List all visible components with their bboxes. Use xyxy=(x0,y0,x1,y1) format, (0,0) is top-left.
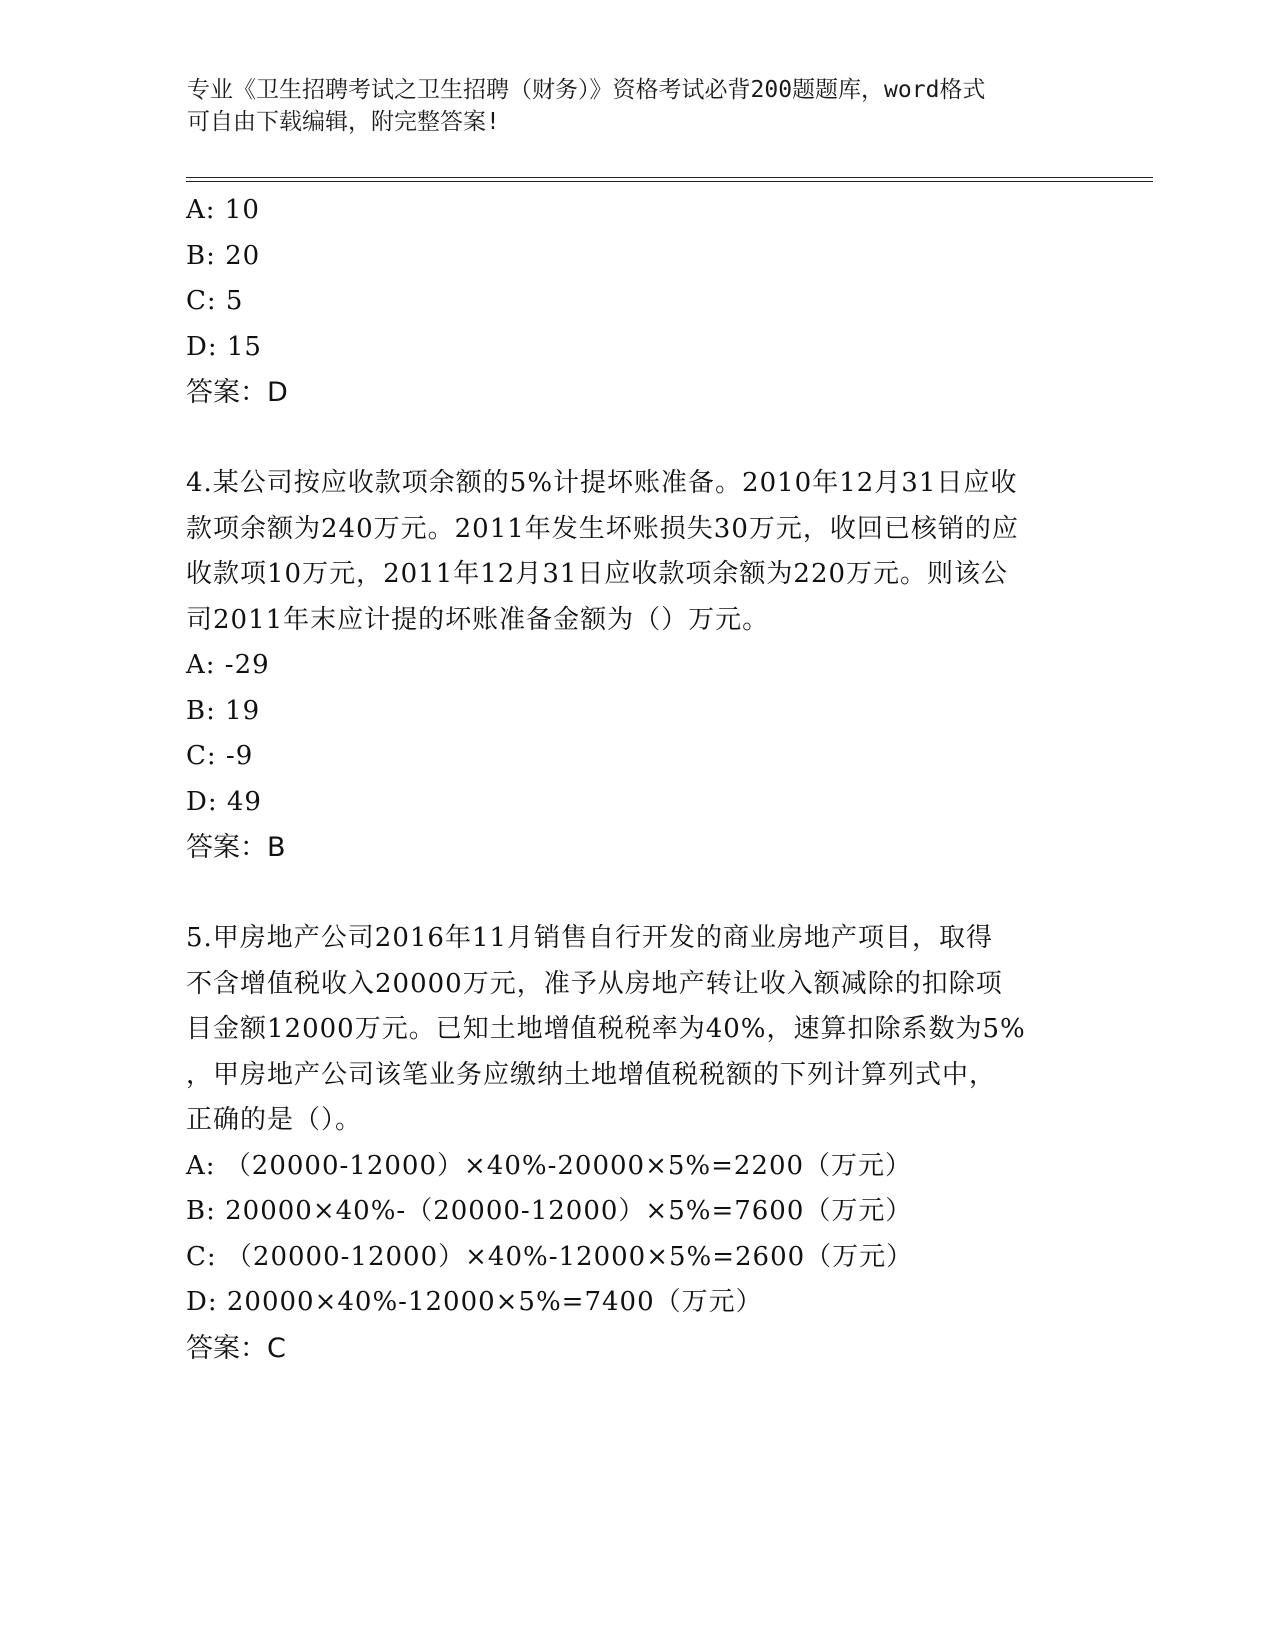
question-5-stem-line-4: ，甲房地产公司该笔业务应缴纳土地增值税税额的下列计算列式中， xyxy=(186,1059,997,1090)
question-4-option-d: D: 49 xyxy=(186,786,262,817)
question-spacer xyxy=(186,416,1086,462)
question-3-block xyxy=(186,188,1086,416)
question-4-option-a: A: -29 xyxy=(186,650,270,680)
question-4-block xyxy=(186,461,1086,871)
question-4-stem-line-1: 4.某公司按应收款项余额的5%计提坏账准备。2010年12月31日应收 xyxy=(186,468,1018,498)
question-5-option-c: C: （20000-12000）×40%-12000×5%=2600（万元） xyxy=(186,1241,914,1272)
question-5-stem-line-2: 不含增值税收入20000万元，准予从房地产转让收入额减除的扣除项 xyxy=(186,968,1003,999)
question-5-stem-line-3: 目金额12000万元。已知土地增值税税率为40%，速算扣除系数为5% xyxy=(186,1014,1026,1044)
question-3-option-a: A: 10 xyxy=(186,195,260,225)
question-3-answer: 答案：D xyxy=(186,377,288,408)
question-4-stem-line-2: 款项余额为240万元。2011年发生坏账损失30万元，收回已核销的应 xyxy=(186,513,1019,544)
header-title-line-2: 可自由下载编辑，附完整答案! xyxy=(187,109,500,135)
question-5-stem-line-1: 5.甲房地产公司2016年11月销售自行开发的商业房地产项目，取得 xyxy=(186,923,994,953)
question-5-block xyxy=(186,916,1086,1371)
question-spacer xyxy=(186,871,1086,917)
question-3-option-c: C: 5 xyxy=(186,286,244,316)
question-content xyxy=(186,188,1086,1371)
header-double-rule xyxy=(186,177,1153,182)
question-4-option-b: B: 19 xyxy=(186,695,261,726)
question-3-option-d: D: 15 xyxy=(186,331,262,362)
document-header xyxy=(187,74,1087,138)
question-4-option-c: C: -9 xyxy=(186,741,254,771)
header-title-line-1: 专业《卫生招聘考试之卫生招聘（财务）》资格考试必背200题题库，word格式 xyxy=(187,77,986,103)
question-3-option-b: B: 20 xyxy=(186,240,261,271)
question-4-answer: 答案：B xyxy=(186,832,286,863)
question-4-stem-line-4: 司2011年末应计提的坏账准备金额为（）万元。 xyxy=(186,604,770,635)
question-5-option-b: B: 20000×40%-（20000-12000）×5%=7600（万元） xyxy=(186,1196,913,1226)
question-5-answer: 答案：C xyxy=(186,1332,286,1364)
question-5-option-d: D: 20000×40%-12000×5%=7400（万元） xyxy=(186,1287,763,1317)
question-5-option-a: A: （20000-12000）×40%-20000×5%=2200（万元） xyxy=(186,1150,913,1181)
question-4-stem-line-3: 收款项10万元，2011年12月31日应收款项余额为220万元。则该公 xyxy=(186,559,1009,589)
question-5-stem-line-5: 正确的是（）。 xyxy=(186,1105,363,1135)
